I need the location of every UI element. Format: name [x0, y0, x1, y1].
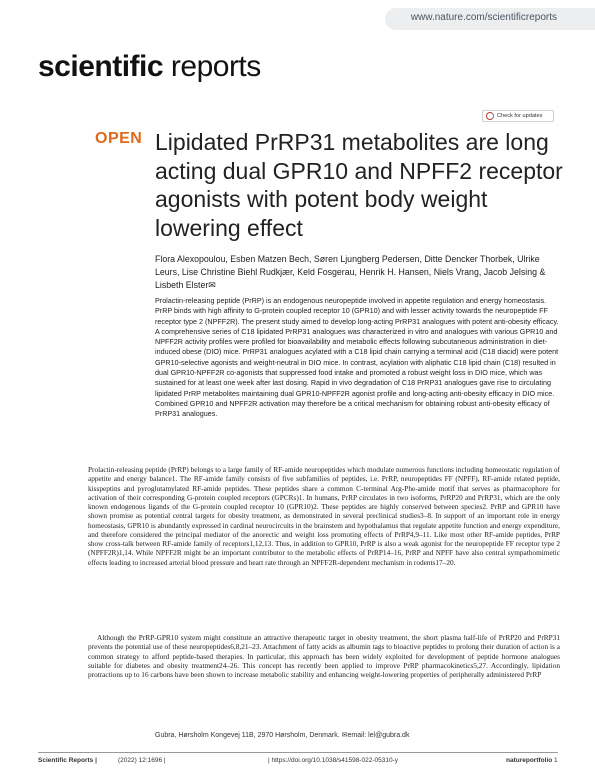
journal-name-regular: reports	[163, 50, 261, 83]
abstract: Prolactin-releasing peptide (PrRP) is an endogenous neuropeptide involved in appetite regulation and energy homeostasis. PrRP binds with high affinity to G-protein coupled receptor 10 (GPR10) and with lesser activity towards the neuropeptide FF receptor type 2 (NPFF2R). The present study aimed to develop long-acting PrRP31 analogues with potent anti-obesity efficacy. A comprehensive series of C18 lipidated PrRP31 analogues was characterized in vitro and analogues with various GPR10 and NPFF2R activity profiles were profiled for bioavailability and metabolic effects following subcutaneous administration in diet-induced obese (DIO) mice. PrRP31 analogues acylated with a C18 lipid chain carrying a terminal acid (C18 diacid) were potent GPR10-selective agonists and weight-neutral in DIO mice. In contrast, acylation with aliphatic C18 lipid chain (C18) resulted in dual GPR10-NPFF2R co-agonists that suppressed food intake and promoted a robust weight loss in DIO mice, which was sustained for at least one week after last dosing. Rapid in vivo degradation of C18 PrRP31 analogues gave rise to circulating lipidated PrRP metabolites maintaining dual GPR10-NPFF2R agonist profile and long-acting anti-obesity efficacy in DIO mice. Combined GPR10 and NPFF2R activation may therefore be a critical mechanism for obtaining robust anti-obesity efficacy of PrRP31 analogues.	[155, 296, 559, 419]
journal-name-bold: scientific	[38, 50, 164, 83]
check-for-updates-button[interactable]	[482, 110, 554, 122]
crossmark-icon	[486, 112, 494, 120]
footer-volume: (2022) 12:1696 |	[118, 757, 166, 764]
author-list[interactable]: Flora Alexopoulou, Esben Matzen Bech, Søren Ljungberg Pedersen, Ditte Dencker Thorbek, Ulrike Leurs, Lise Christine Biehl Rudkjær, Keld Fosgerau, Henrik H. Hansen, Niels Vrang, Jacob Jelsing & Lisbeth Elster✉	[155, 254, 546, 290]
journal-logo	[38, 50, 261, 84]
article-title: Lipidated PrRP31 metabolites are long acting dual GPR10 and NPFF2 receptor agonists with potent body weight lowering effect	[155, 129, 563, 241]
page-footer	[38, 757, 558, 769]
publisher-logo: natureportfolio	[506, 757, 553, 764]
page-number: 1	[554, 757, 558, 764]
footer-doi-link[interactable]: | https://doi.org/10.1038/s41598-022-05310-y	[268, 757, 398, 764]
journal-url[interactable]: www.nature.com/scientificreports	[410, 12, 557, 23]
footer-journal: Scientific Reports |	[38, 757, 97, 764]
check-for-updates-label: Check for updates	[497, 113, 543, 119]
footer-divider	[38, 752, 558, 753]
affiliation: Gubra, Hørsholm Kongevej 11B, 2970 Hørsholm, Denmark. ✉email: lel@gubra.dk	[155, 732, 410, 739]
open-access-label: OPEN	[95, 130, 143, 147]
body-paragraph-2: Although the PrRP-GPR10 system might constitute an attractive therapeutic target in obesity treatment, the short plasma half-life of PrRP20 and PrRP31 prevents the potential use of these neuropeptides6,8,21–23. Attachment of fatty acids as albumin tags to bioactive peptides to prolong their duration of action is a common strategy to afford peptide-based therapies. In particular, this approach has been widely exploited for development of peptide hormone analogues suitable for diabetes and obesity treatment24–26. This concept has recently been applied to improve PrRP pharmacokinetics5,27. Accordingly, lipidation protractions up to 16 carbons have been shown to increase metabolic stability and enhancing weight-lowering properties of peripherally administered PrRP	[88, 633, 560, 679]
body-paragraph-1: Prolactin-releasing peptide (PrRP) belongs to a large family of RF-amide neuropeptides which modulate numerous functions including homeostatic regulation of appetite and energy balance1. The RF-amide family consists of five subfamilies of peptides, i.e. PrRP, neuropeptides FF (NPFF), RF-amide related peptide, kisspeptins and pyroglutamylated RF-amide peptides. These peptides share a common C-terminal Arg-Phe-amide motif that serves as pharmacophore for activation of their corresponding G-protein coupled receptors (GPCRs)1. In humans, PrRP circulates in two isoforms, PrRP20 and PrRP31, which are the only known endogenous ligands of the G-protein coupled receptor 10 (GPR10)2. These peptides are highly conserved between species2. PrRP and GPR10 have shown promise as potential central targets for obesity treatment, as demonstrated in several preclinical studies3–8. In support of an important role in energy homeostasis, GPR10 is abundantly expressed in cardinal neurocircuits in the brainstem and hypothalamus that regulate appetite function and energy expenditure, and therefore considered the principal mediator of the anorectic and weight loss promoting effects of PrRP4,9–11. Like most other RF-amide peptides, PrRP show cross-talk between RF-amide family of receptors1,12,13. Thus, in addition to GPR10, PrRP is also a weak agonist for the neuropeptide FF receptor type 2 (NPFF2R)1,14. While NPFF2R might be an important contributor to the metabolic effects of PrRP14–16, PrRP and NPFF have also central sympathomimetic effects leading to increased arterial blood pressure and heart rate through an NPFF2R-dependent mechanism in rodents17–20.	[88, 465, 560, 567]
